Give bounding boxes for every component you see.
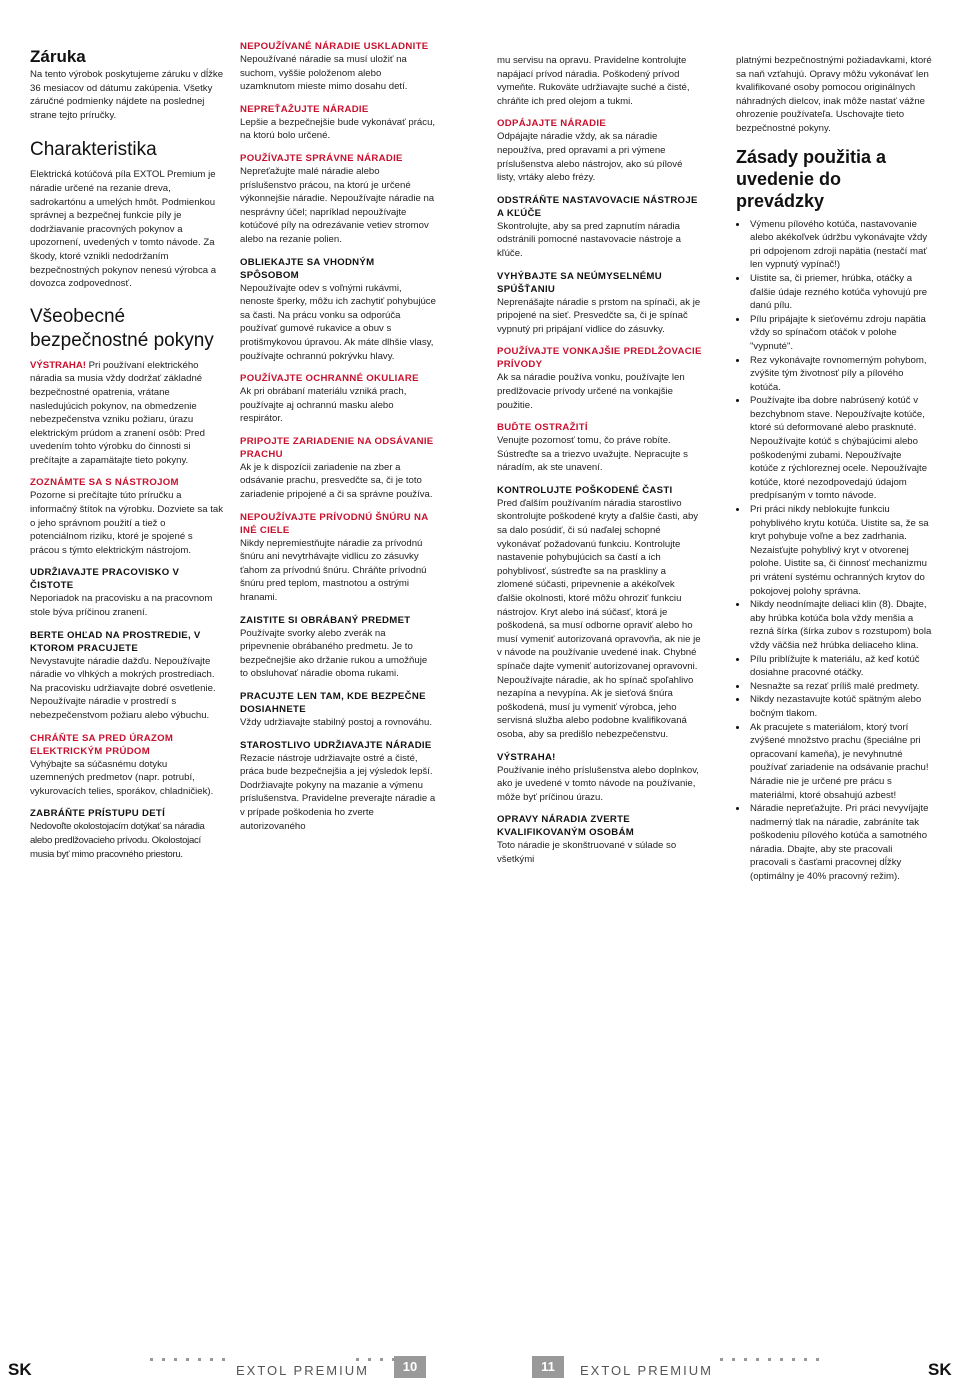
- section-text: Nepoužívajte odev s voľnými rukávmi, nenoste šperky, môžu ich zachytiť pohybujúce sa časti. Na prácu vonku sa odporúča používať gumové rukavice a obuv s protišmykovou úpravou. Ak máte dlhšie vlasy, používajte ochrannú pokrývku hlavy.: [240, 282, 436, 362]
- section-text: Pozorne si prečítajte túto príručku a informačný štítok na výrobku. Dozviete sa tak o jeho správnom použití a tiež o potenciálnom riziku, ktoré je spojené s prácou s týmto elektrickým nástrojom.: [30, 490, 224, 556]
- footer-dots-left: [150, 1358, 225, 1368]
- warranty-heading: Záruka: [30, 47, 86, 66]
- column-3: [497, 54, 702, 867]
- section-heading: OPRAVY NÁRADIA ZVERTE KVALIFIKOVANÝM OSOBÁM: [497, 814, 635, 839]
- section-heading: CHRÁŇTE SA PRED ÚRAZOM ELEKTRICKÝM PRÚDOM: [30, 732, 174, 757]
- section-text: Pred ďalším používaním náradia starostlivo skontrolujte poškodené kryty a ďalšie časti, aby sa dalo posúdiť, či sú naďalej schopné vykonávať požadovanú funkciu. Kontrolujte nastavenie pohybujúcich sa častí a ich pohyblivosť, sústreďte sa na praskliny a zlomené súčasti, pripevnenie a akékoľvek ďalšie okolnosti, ktoré môžu ohroziť funkciu nástrojov. Kryt alebo iná súčasť, ktorá je poškodená, sa musí odborne opraviť alebo ho musí vymeniť autorizovaná opravovňa, ak nie je v návode na používanie uvedené inak. Chybné spínače dajte vymeniť autorizovanej opravovni. Nepoužívajte náradie, ak ho spínač spoľahlivo nezapína a nevypína. Ak je sieťová šnúra poškodená, musí ju vymeniť výrobca, jeho servisná služba alebo podobne kvalifikovaná osoba, aby sa predišlo nebezpečenstvu.: [497, 497, 701, 740]
- section-text: Vyhýbajte sa súčasnému dotyku uzemnených predmetov (napr. potrubí, vykurovacích telies, sporákov, chladničiek).: [30, 758, 214, 797]
- list-item: • Nikdy neodnímajte deliaci klin (8). Dbajte, aby hrúbka kotúča bola vždy menšia a rezná šírka (šírka zubov s rozstupom) bola vždy väčšia než hrúbka deliaceho klina.: [748, 598, 932, 652]
- section-heading: POUŽÍVAJTE VONKAJŠIE PREDLŽOVACIE PRÍVODY: [497, 346, 702, 371]
- list-item: • Pílu priblížujte k materiálu, až keď kotúč dosiahne pracovné otáčky.: [748, 653, 932, 680]
- column-1: [30, 40, 224, 861]
- list-item: • Používajte iba dobre nabrúsený kotúč v bezchybnom stave. Nepoužívajte kotúče, ktoré sú deformované alebo prasknuté. Nepoužívajte kotúč s chýbajúcimi alebo poškodenými zubami. Nepoužívajte kotúče z rýchloreznej ocele. Nepoužívajte kotúče, ktoré nezodpovedajú údajom predpísaným v tomto návode.: [748, 394, 932, 503]
- section-text: Venujte pozornosť tomu, čo práve robíte. Sústreďte sa a triezvo uvažujte. Nepracujte s náradím, ak ste unavení.: [497, 435, 688, 474]
- section-heading: UDRŽIAVAJTE PRACOVISKO V ČISTOTE: [30, 567, 180, 592]
- section-heading: NEPOUŽÍVAJTE PRÍVODNÚ ŠNÚRU NA INÉ CIELE: [240, 511, 429, 536]
- section-text: Neporiadok na pracovisku a na pracovnom stole býva príčinou zranení.: [30, 593, 213, 619]
- section-heading: ODSTRÁŇTE NASTAVOVACIE NÁSTROJE A KĽÚČE: [497, 194, 698, 219]
- section-text: Nedovoľte okolostojacím dotýkať sa náradia alebo predlžovacieho prívodu. Okolostojací musia byť mimo pracovného priestoru.: [30, 821, 205, 860]
- section-heading: NEPREŤAŽUJTE NÁRADIE: [240, 103, 369, 115]
- section-text: Nepoužívané náradie sa musí uložiť na suchom, vyššie položenom alebo uzamknutom mieste mimo dosahu detí.: [240, 54, 408, 93]
- general-safety-heading: Všeobecné bezpečnostné pokyny: [30, 305, 214, 351]
- section-text: Odpájajte náradie vždy, ak sa náradie nepoužíva, pred opravami a pri výmene príslušenstva alebo nástrojov, ako sú pílové listy, vrtáky alebo frézy.: [497, 131, 683, 184]
- list-item: • Výmenu pílového kotúča, nastavovanie alebo akékoľvek údržbu vykonávajte vždy pri odpojenom zdroji napätia (nestačí mať len vypnutý vypínač!): [748, 218, 932, 272]
- list-item: • Pri práci nikdy neblokujte funkciu pohyblivého krytu kotúča. Uistite sa, že sa kryt pohybuje voľne a bez zadrhania. Nezaisťujte pohyblivý kryt v otvorenej polohe. Uistite sa, či činnosť mechanizmu pri vrátení systému ochranných krytov do pokojovej polohy správna.: [748, 503, 932, 598]
- page-number-right: 11: [532, 1356, 564, 1378]
- warning-label: VÝSTRAHA!: [30, 359, 86, 371]
- section-text: Neprenášajte náradie s prstom na spínači, ak je pripojené na sieť. Presvedčte sa, či je spínač vypnutý pri pripájaní vidlice do zásuvky.: [497, 296, 701, 335]
- language-code-left: SK: [8, 1360, 32, 1379]
- brand-logo-right: EXTOL PREMIUM: [580, 1363, 713, 1378]
- section-text: Ak je k dispozícii zariadenie na zber a odsávanie prachu, presvedčte sa, či je toto zariadenie pripojené a či sa správne používa.: [240, 461, 433, 501]
- section-heading: PRIPOJTE ZARIADENIE NA ODSÁVANIE PRACHU: [240, 435, 434, 460]
- section-heading: OBLIEKAJTE SA VHODNÝM SPÔSOBOM: [240, 256, 375, 281]
- list-item: • Pílu pripájajte k sieťovému zdroju napätia vždy so spínačom otáčok v polohe "vypnuté".: [748, 313, 932, 354]
- section-heading: KONTROLUJTE POŠKODENÉ ČASTI: [497, 484, 673, 496]
- footer-dots-right: [720, 1358, 819, 1368]
- section-text: Používanie iného príslušenstva alebo doplnkov, ako je uvedené v tomto návode na používanie, môže byť príčinou úrazu.: [497, 764, 699, 803]
- section-text: Lepšie a bezpečnejšie bude vykonávať prácu, na ktorú bolo určené.: [240, 116, 436, 142]
- footer-dots-mid: [356, 1358, 395, 1368]
- section-heading: ODPÁJAJTE NÁRADIE: [497, 118, 607, 130]
- usage-heading: Zásady použitia a uvedenie do prevádzky: [736, 146, 887, 211]
- section-text: Toto náradie je skonštruované v súlade so všetkými: [497, 840, 677, 865]
- section-heading: VÝSTRAHA!: [497, 751, 556, 763]
- warranty-text: Na tento výrobok poskytujeme záruku v dĺžke 36 mesiacov od dátumu zakúpenia. Všetky záručné podmienky nájdete na poslednej strane tejto príručky.: [30, 69, 224, 121]
- section-text: Vždy udržiavajte stabilný postoj a rovnováhu.: [240, 717, 432, 728]
- section-text: Skontrolujte, aby sa pred zapnutím náradia odstránili pomocné nastavovacie nástroje a kľúče.: [497, 220, 681, 259]
- language-code-right: SK: [928, 1360, 952, 1379]
- section-heading: POUŽÍVAJTE OCHRANNÉ OKULIARE: [240, 373, 419, 385]
- section-heading: ZAISTITE SI OBRÁBANÝ PREDMET: [240, 614, 411, 626]
- list-item: • Rez vykonávajte rovnomerným pohybom, zvýšite tým životnosť píly a pílového kotúča.: [748, 354, 932, 395]
- section-heading: VYHÝBAJTE SA NEÚMYSELNÉMU SPÚŠŤANIU: [497, 270, 662, 295]
- section-text: Nikdy nepremiestňujte náradie za prívodnú šnúru ani nevytrhávajte vidlicu zo zásuvky ťahom za prívodnú šnúru. Chráňte prívodnú šnúru pred teplom, mastnotou a ostrými hranami.: [240, 537, 427, 604]
- list-item: • Nesnažte sa rezať príliš malé predmety.: [748, 680, 932, 694]
- section-heading: ZOZNÁMTE SA S NÁSTROJOM: [30, 477, 179, 489]
- section-heading: STAROSTLIVO UDRŽIAVAJTE NÁRADIE: [240, 739, 432, 751]
- section-text: Nevystavujte náradie dažďu. Nepoužívajte náradie vo vlhkých a mokrých prostrediach. Na pracovisku udržiavajte dobré osvetlenie. Nepoužívajte náradie v prostredí s nebezpečenstvom požiaru alebo výbuchu.: [30, 655, 216, 721]
- characteristics-text: Elektrická kotúčová píla EXTOL Premium je náradie určené na rezanie dreva, sadrokartónu a umelých hmôt. Podmienkou správnej a bezpečnej funkcie píly je dodržiavanie pracovných pokynov a upozornení, uvedených v tomto návode. Za škody, ktoré vznikli nedodržaním bezpečnostných pokynov nenesú výrobca a dovozca zodpovednosť.: [30, 169, 217, 290]
- characteristics-heading: Charakteristika: [30, 139, 157, 161]
- section-heading: POUŽÍVAJTE SPRÁVNE NÁRADIE: [240, 152, 403, 164]
- continued-text: platnými bezpečnostnými požiadavkami, ktoré sa naň vzťahujú. Opravy môžu vykonávať len kvalifikované osoby pomocou originálnych náhradných dielcov, inak môže nastať vážne ohrozenie používateľa. Uschovajte tieto bezpečnostné pokyny.: [736, 55, 932, 134]
- list-item: • Nikdy nezastavujte kotúč spätným alebo bočným tlakom.: [748, 693, 932, 720]
- list-item: • Uistite sa, či priemer, hrúbka, otáčky a ďalšie údaje rezného kotúča vyhovujú pre danú pílu.: [748, 272, 932, 313]
- brand-logo-left: EXTOL PREMIUM: [236, 1363, 369, 1378]
- section-heading: ZABRÁŇTE PRÍSTUPU DETÍ: [30, 808, 166, 820]
- section-text: Nepreťažujte malé náradie alebo príslušenstvo prácou, na ktorú je určené výkonnejšie náradie. Nepoužívajte náradie na nesprávny účel; napríklad nepoužívajte kotúčové píly na odrezávanie vetiev stromov alebo na rezanie polien.: [240, 165, 435, 245]
- section-text: Používajte svorky alebo zverák na pripevnenie obrábaného predmetu. Je to bezpečnejšie ako držanie rukou a umožňuje to obsluhovať náradie oboma rukami.: [240, 627, 428, 680]
- warning-paragraph: [30, 359, 224, 468]
- section-heading: PRACUJTE LEN TAM, KDE BEZPEČNE DOSIAHNETE: [240, 691, 426, 715]
- section-text: Ak sa náradie používa vonku, používajte len predlžovacie prívody určené na vonkajšie použitie.: [497, 372, 685, 411]
- section-text: Ak pri obrábaní materiálu vzniká prach, používajte aj ochrannú masku alebo respirátor.: [240, 386, 407, 425]
- warning-text: Pri používaní elektrického náradia sa musia vždy dodržať základné bezpečnostné opatrenia, vrátane nasledujúcich pokynov, na obmedzenie nebezpečenstva vzniku požiaru, úrazu elektrickým prúdom a zranení osôb: Pred uvedením tohto výrobku do činnosti si prečítajte a zapamätajte tieto pokyny.: [30, 359, 205, 466]
- section-heading: BERTE OHĽAD NA PROSTREDIE, V KTOROM PRACUJETE: [30, 629, 201, 654]
- section-text: Rezacie nástroje udržiavajte ostré a čisté, práca bude bezpečnejšia a jej výsledok lepší. Dodržiavajte pokyny na mazanie a výmenu príslušenstva. Pravidelne preverajte náradie a v prípade poškodenia ho zverte autorizovaného: [240, 752, 436, 832]
- page-number-left: 10: [394, 1356, 426, 1378]
- usage-list: [736, 218, 932, 884]
- continued-text: mu servisu na opravu. Pravidelne kontrolujte napájací prívod náradia. Poškodený prívod vymeňte. Rukoväte udržiavajte suché a čisté, chráňte ich pred olejom a tukmi.: [497, 55, 690, 107]
- section-heading: NEPOUŽÍVANÉ NÁRADIE USKLADNITE: [240, 41, 429, 52]
- section-heading: BUĎTE OSTRAŽITÍ: [497, 422, 588, 434]
- list-item: • Náradie nepreťažujte. Pri práci nevyvíjajte nadmerný tlak na náradie, zabráníte tak poškodeniu pílového kotúča a samotného náradia. Dbajte, aby ste pracovali pracovali s časťami pracovnej dĺžky (optimálny je 40% pracovný režim).: [748, 802, 932, 884]
- column-4: [736, 54, 932, 884]
- list-item: • Ak pracujete s materiálom, ktorý tvorí zvýšené množstvo prachu (špeciálne pri opracovaní kameňa), je nevyhnutné používať zariadenie na odsávanie prachu! Náradie nie je určené pre prácu s materiálmi, ktoré obsahujú azbest!: [748, 721, 932, 803]
